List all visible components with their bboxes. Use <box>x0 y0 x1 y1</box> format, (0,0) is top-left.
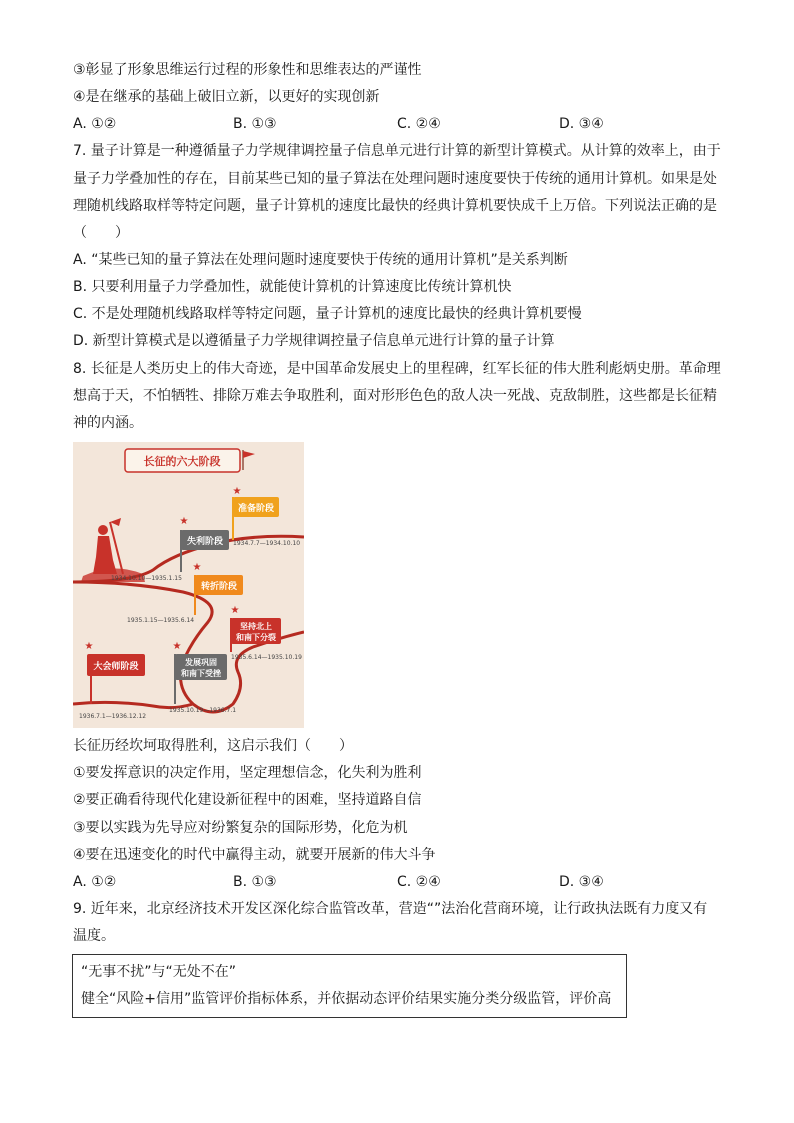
q9-box-heading: “无事不扰”与“无处不在” <box>81 964 237 980</box>
q8-stem-line-3: 神的内涵。 <box>73 415 143 431</box>
star-icon: ★ <box>172 641 182 652</box>
q8-option-b: B. ①③ <box>233 874 277 890</box>
stage-6-date: 1936.7.1—1936.12.12 <box>79 713 147 720</box>
figure-title: 长征的六大阶段 <box>143 455 221 468</box>
q7-stem-line-1: 7. 量子计算是一种遵循量子力学规律调控量子信息单元进行计算的新型计算模式。从计算的效率上，由于 <box>73 143 721 159</box>
q6-option-a: A. ①② <box>73 116 117 132</box>
q8-item-1: ①要发挥意识的决定作用，坚定理想信念，化失利为胜利 <box>73 765 422 781</box>
q8-stem-line-1: 8. 长征是人类历史上的伟大奇迹，是中国革命发展史上的里程碑，红军长征的伟大胜利彪炳史册。革命理 <box>73 361 721 377</box>
q6-item-4: ④是在继承的基础上破旧立新，以更好的实现创新 <box>73 89 380 105</box>
stage-6-label: 大会师阶段 <box>93 662 139 672</box>
q7-option-c: C. 不是处理随机线路取样等特定问题，量子计算机的速度比最快的经典计算机要慢 <box>73 306 582 322</box>
star-icon: ★ <box>84 641 94 652</box>
q8-option-d: D. ③④ <box>559 874 604 890</box>
q7-option-a: A. “某些已知的量子算法在处理问题时速度要快于传统的通用计算机”是关系判断 <box>73 252 568 268</box>
q9-stem-line-2: 温度。 <box>73 928 115 944</box>
star-icon: ★ <box>230 605 240 616</box>
q9-stem-line-1: 9. 近年来，北京经济技术开发区深化综合监管改革，营造“”法治化营商环境，让行政执法既有力度又有 <box>73 901 708 917</box>
stage-4-date: 1935.6.14—1935.10.19 <box>231 654 302 661</box>
stage-4-label-line-2: 和南下分裂 <box>236 633 276 642</box>
star-icon: ★ <box>232 486 242 497</box>
q6-option-d: D. ③④ <box>559 116 604 132</box>
stage-1-label: 准备阶段 <box>237 504 275 514</box>
q9-material-box <box>72 954 627 1018</box>
q6-item-3: ③彰显了形象思维运行过程的形象性和思维表达的严谨性 <box>73 62 422 78</box>
stage-3-label: 转折阶段 <box>200 582 238 592</box>
q8-item-4: ④要在迅速变化的时代中赢得主动，就要开展新的伟大斗争 <box>73 847 436 863</box>
red-army-soldier-icon <box>81 518 145 582</box>
q8-question: 长征历经坎坷取得胜利，这启示我们（ ） <box>73 738 353 754</box>
q8-options <box>73 873 653 891</box>
q9-box-text: 健全“风险+信用”监管评价指标体系，并依据动态评价结果实施分类分级监管，评价高 <box>81 991 612 1007</box>
stage-5-date: 1935.10.19—1936.7.1 <box>169 707 237 714</box>
q7-answer-bracket: （ ） <box>73 225 129 241</box>
stage-2-label: 失利阶段 <box>186 537 224 547</box>
star-icon: ★ <box>179 516 189 527</box>
q7-option-b: B. 只要利用量子力学叠加性，就能使计算机的计算速度比传统计算机快 <box>73 279 512 295</box>
stage-1-date: 1934.7.7—1934.10.10 <box>233 540 301 547</box>
star-icon: ★ <box>192 562 202 573</box>
stage-3-date: 1935.1.15—1935.6.14 <box>127 617 195 624</box>
stage-5-label-line-2: 和南下受挫 <box>181 669 221 678</box>
q7-option-d: D. 新型计算模式是以遵循量子力学规律调控量子信息单元进行计算的量子计算 <box>73 333 555 349</box>
q8-option-a: A. ①② <box>73 874 117 890</box>
stage-5-label-line-1: 发展巩固 <box>185 658 217 667</box>
q7-stem-line-3: 理随机线路取样等特定问题，量子计算机的速度比最快的经典计算机要快成千上万倍。下列说法正确的是 <box>73 198 717 214</box>
q6-options <box>73 115 653 133</box>
stage-4-label-line-1: 坚持北上 <box>240 622 272 631</box>
red-flag-icon <box>243 451 255 458</box>
q6-option-c: C. ②④ <box>397 116 441 132</box>
q7-stem-line-2: 量子力学叠加性的存在，目前某些已知的量子算法在处理问题时速度要快于传统的通用计算机。如果是处 <box>73 171 717 187</box>
q8-option-c: C. ②④ <box>397 874 441 890</box>
q8-item-2: ②要正确看待现代化建设新征程中的困难，坚持道路自信 <box>73 792 422 808</box>
long-march-stages-figure <box>73 442 304 728</box>
q6-option-b: B. ①③ <box>233 116 277 132</box>
q8-item-3: ③要以实践为先导应对纷繁复杂的国际形势，化危为机 <box>73 820 408 836</box>
q8-stem-line-2: 想高于天，不怕牺牲、排除万难去争取胜利，面对形形色色的敌人决一死战、克敌制胜，这些都是长征精 <box>73 388 717 404</box>
stage-2-date: 1934.10.10—1935.1.15 <box>111 575 182 582</box>
